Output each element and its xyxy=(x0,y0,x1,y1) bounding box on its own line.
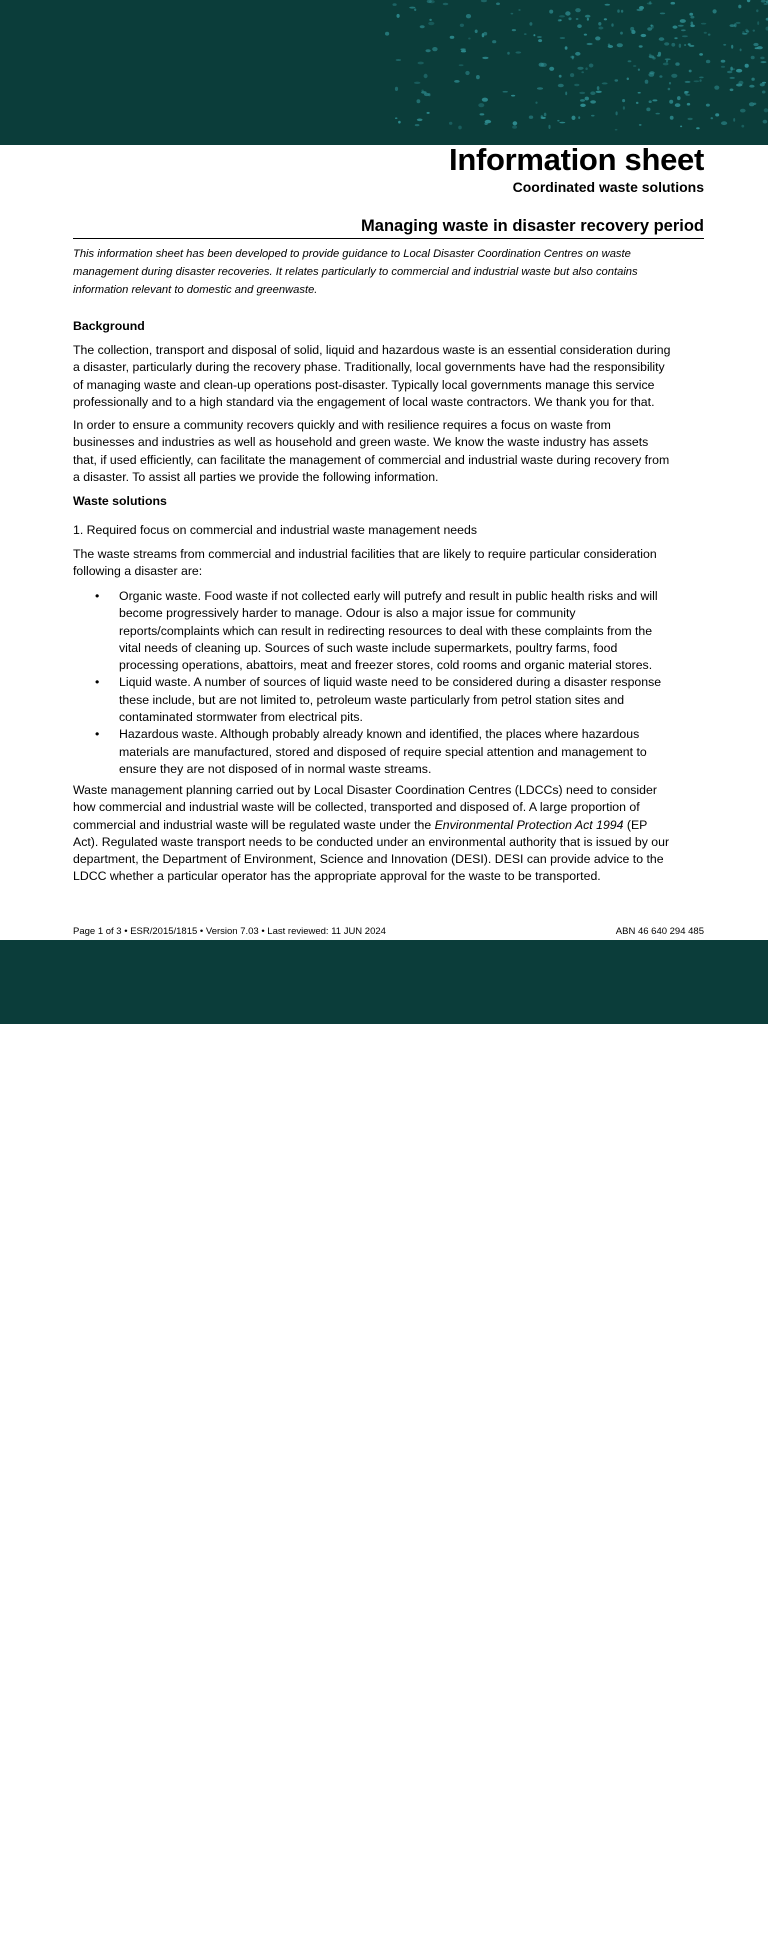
intro-paragraph xyxy=(73,245,713,299)
text-line xyxy=(73,817,713,834)
text-line: The collection, transport and disposal of solid, liquid and hazardous waste is an essential consideration during xyxy=(73,342,713,359)
list-item-organic-waste xyxy=(73,588,713,674)
text-segment: (EP xyxy=(623,818,647,832)
text-line: materials are manufactured, stored and disposed of require special attention and management to xyxy=(119,744,713,761)
text-line: vital needs of cleaning up. Sources of such waste include supermarkets, poultry farms, food xyxy=(119,640,713,657)
queensland-crest-icon xyxy=(565,1896,623,1954)
list-item-liquid-waste xyxy=(73,674,713,726)
intro-line: This information sheet has been developed to provide guidance to Local Disaster Coordination Centres on waste xyxy=(73,245,713,263)
text-line: a disaster, particularly during the recovery phase. Traditionally, local governments have had the responsibility xyxy=(73,359,713,376)
text-line: Waste management planning carried out by Local Disaster Coordination Centres (LDCCs) need to consider xyxy=(73,782,713,799)
text-line: that, if used efficiently, can facilitate the management of commercial and industrial waste during recovery from xyxy=(73,452,713,469)
logo-wordmark-government: Government xyxy=(627,1929,732,1951)
dot-pattern xyxy=(0,0,768,145)
footer-banner xyxy=(0,940,768,1024)
waste-stream-list xyxy=(73,588,713,778)
page-title: Information sheet xyxy=(449,142,704,178)
text-line: contaminated stormwater from electrical pits. xyxy=(119,709,713,726)
heading-divider xyxy=(73,238,704,239)
text-line: these include, but are not limited to, petroleum waste particularly from petrol station sites and xyxy=(119,692,713,709)
text-line: department, the Department of Environment, Science and Innovation (DESI). DESI can provide advice to the xyxy=(73,851,713,868)
text-line: following a disaster are: xyxy=(73,563,713,580)
text-line: In order to ensure a community recovers quickly and with resilience requires a focus on waste from xyxy=(73,417,713,434)
intro-line: management during disaster recoveries. It relates particularly to commercial and industrial waste but also contains xyxy=(73,263,713,281)
list-item-hazardous-waste xyxy=(73,726,713,778)
text-line: how commercial and industrial waste will be collected, transported and disposed of. A large proportion of xyxy=(73,799,713,816)
bullet-icon: • xyxy=(95,726,99,743)
text-line: Act). Regulated waste transport needs to be conducted under an environmental authority that is issued by our xyxy=(73,834,713,851)
background-paragraph-1 xyxy=(73,342,713,411)
text-line: Hazardous waste. Although probably already known and identified, the places where hazardous xyxy=(119,726,713,743)
page-subtitle: Coordinated waste solutions xyxy=(513,179,704,195)
bullet-icon: • xyxy=(95,674,99,691)
footer-abn: ABN 46 640 294 485 xyxy=(616,926,704,937)
text-line: processing operations, abattoirs, meat and freezer stores, cold rooms and organic material stores. xyxy=(119,657,713,674)
footer-page-info: Page 1 of 3 • ESR/2015/1815 • Version 7.03 • Last reviewed: 11 JUN 2024 xyxy=(73,926,386,937)
text-segment: commercial and industrial waste will be regulated waste under the xyxy=(73,818,435,832)
waste-solutions-heading: Waste solutions xyxy=(73,493,713,510)
background-paragraph-2 xyxy=(73,417,713,486)
text-line: Organic waste. Food waste if not collected early will putrefy and result in public health risks and will xyxy=(119,588,713,605)
text-line: ensure they are not disposed of in normal waste streams. xyxy=(119,761,713,778)
waste-streams-paragraph xyxy=(73,546,713,581)
text-line: businesses and industries as well as household and green waste. We know the waste industry has assets xyxy=(73,434,713,451)
logo-wordmark-queensland: Queensland xyxy=(627,1906,743,1929)
queensland-government-logo xyxy=(565,1896,740,1956)
text-line: Liquid waste. A number of sources of liquid waste need to be considered during a disaster response xyxy=(119,674,713,691)
text-line: of managing waste and clean-up operations post-disaster. Typically local governments manage this service xyxy=(73,377,713,394)
header-banner xyxy=(0,0,768,145)
background-heading: Background xyxy=(73,318,713,335)
bullet-icon: • xyxy=(95,588,99,605)
text-line: LDCC whether a particular operator has the appropriate approval for the waste to be transported. xyxy=(73,868,713,885)
text-line: a disaster. To assist all parties we provide the following information. xyxy=(73,469,713,486)
text-line: reports/complaints which can result in redirecting resources to deal with these complaints from the xyxy=(119,623,713,640)
ldcc-paragraph xyxy=(73,782,713,886)
text-line: become progressively harder to manage. Odour is also a major issue for community xyxy=(119,605,713,622)
intro-line: information relevant to domestic and greenwaste. xyxy=(73,281,713,299)
act-title: Environmental Protection Act 1994 xyxy=(435,818,624,832)
document-heading: Managing waste in disaster recovery period xyxy=(361,217,704,236)
numbered-item-1: 1. Required focus on commercial and industrial waste management needs xyxy=(73,522,713,539)
text-line: The waste streams from commercial and industrial facilities that are likely to require particular consideration xyxy=(73,546,713,563)
text-line: professionally and to a high standard via the engagement of local waste contractors. We thank you for that. xyxy=(73,394,713,411)
